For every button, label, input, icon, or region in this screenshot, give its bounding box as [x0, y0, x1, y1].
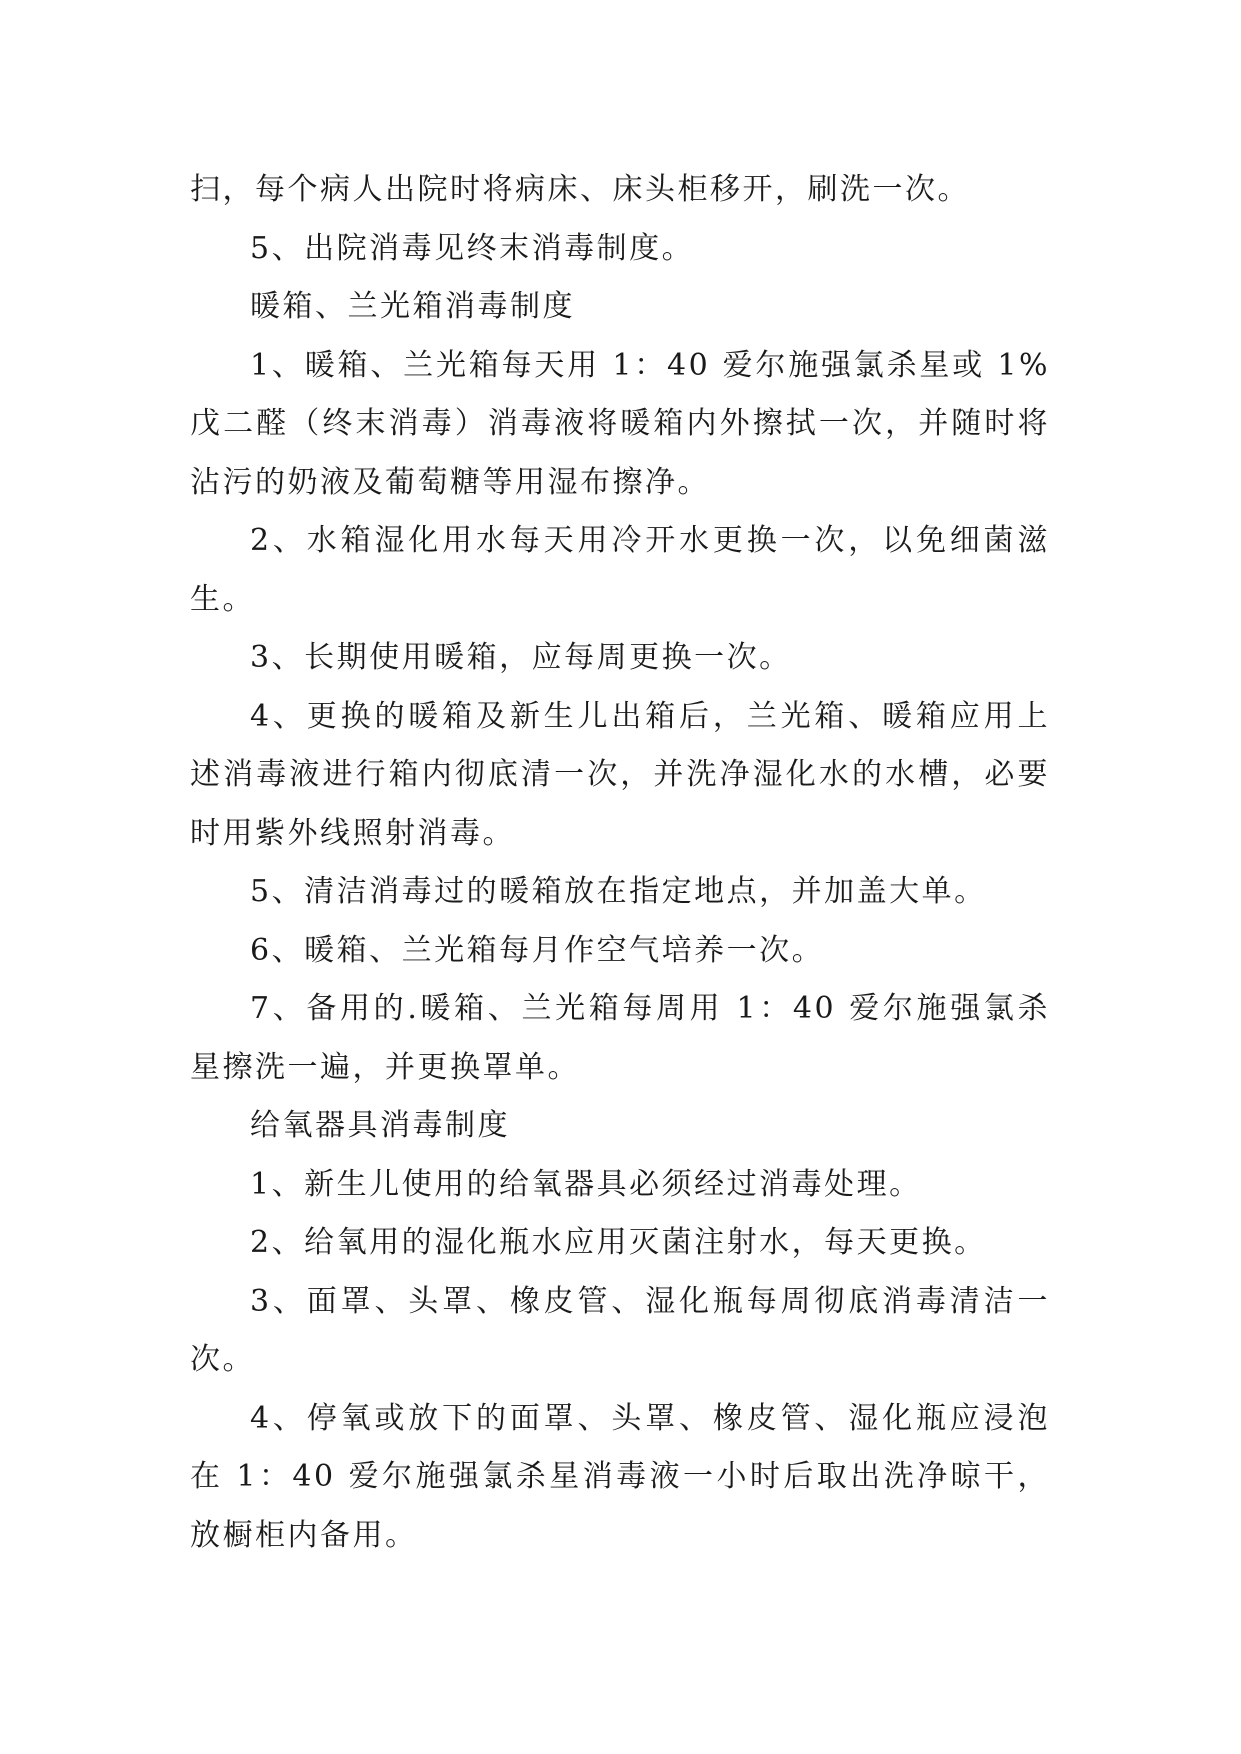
paragraph-item: 3、面罩、头罩、橡皮管、湿化瓶每周彻底消毒清洁一次。: [190, 1283, 1050, 1377]
paragraph-item: 6、暖箱、兰光箱每月作空气培养一次。: [250, 932, 825, 968]
paragraph-item: 7、备用的.暖箱、兰光箱每周用 1：40 爱尔施强氯杀星擦洗一遍，并更换罩单。: [190, 991, 1050, 1085]
paragraph-item: 2、水箱湿化用水每天用冷开水更换一次，以免细菌滋生。: [190, 523, 1050, 617]
section-heading-incubator: 暖箱、兰光箱消毒制度: [250, 289, 575, 324]
paragraph-item: 2、给氧用的湿化瓶水应用灭菌注射水，每天更换。: [250, 1225, 987, 1260]
document-body: [190, 161, 1050, 1565]
section-heading-oxygen: 给氧器具消毒制度: [250, 1108, 510, 1143]
paragraph-item: 5、出院消毒见终末消毒制度。: [250, 230, 695, 266]
paragraph-item: 5、清洁消毒过的暖箱放在指定地点，并加盖大单。: [250, 874, 987, 909]
paragraph-item: 4、更换的暖箱及新生儿出箱后，兰光箱、暖箱应用上述消毒液进行箱内彻底清一次，并洗净湿化水的水槽，必要时用紫外线照射消毒。: [190, 698, 1050, 851]
paragraph-item: 1、新生儿使用的给氧器具必须经过消毒处理。: [250, 1166, 922, 1202]
paragraph-item: 3、长期使用暖箱，应每周更换一次。: [250, 640, 792, 675]
paragraph-continuation: 扫，每个病人出院时将病床、床头柜移开，刷洗一次。: [190, 172, 970, 207]
paragraph-item: 4、停氧或放下的面罩、头罩、橡皮管、湿化瓶应浸泡在 1：40 爱尔施强氯杀星消毒液一小时后取出洗净晾干，放橱柜内备用。: [190, 1400, 1050, 1553]
paragraph-item: 1、暖箱、兰光箱每天用 1：40 爱尔施强氯杀星或 1%戊二醛（终末消毒）消毒液将暖箱内外擦拭一次，并随时将沾污的奶液及葡萄糖等用湿布擦净。: [190, 347, 1050, 500]
